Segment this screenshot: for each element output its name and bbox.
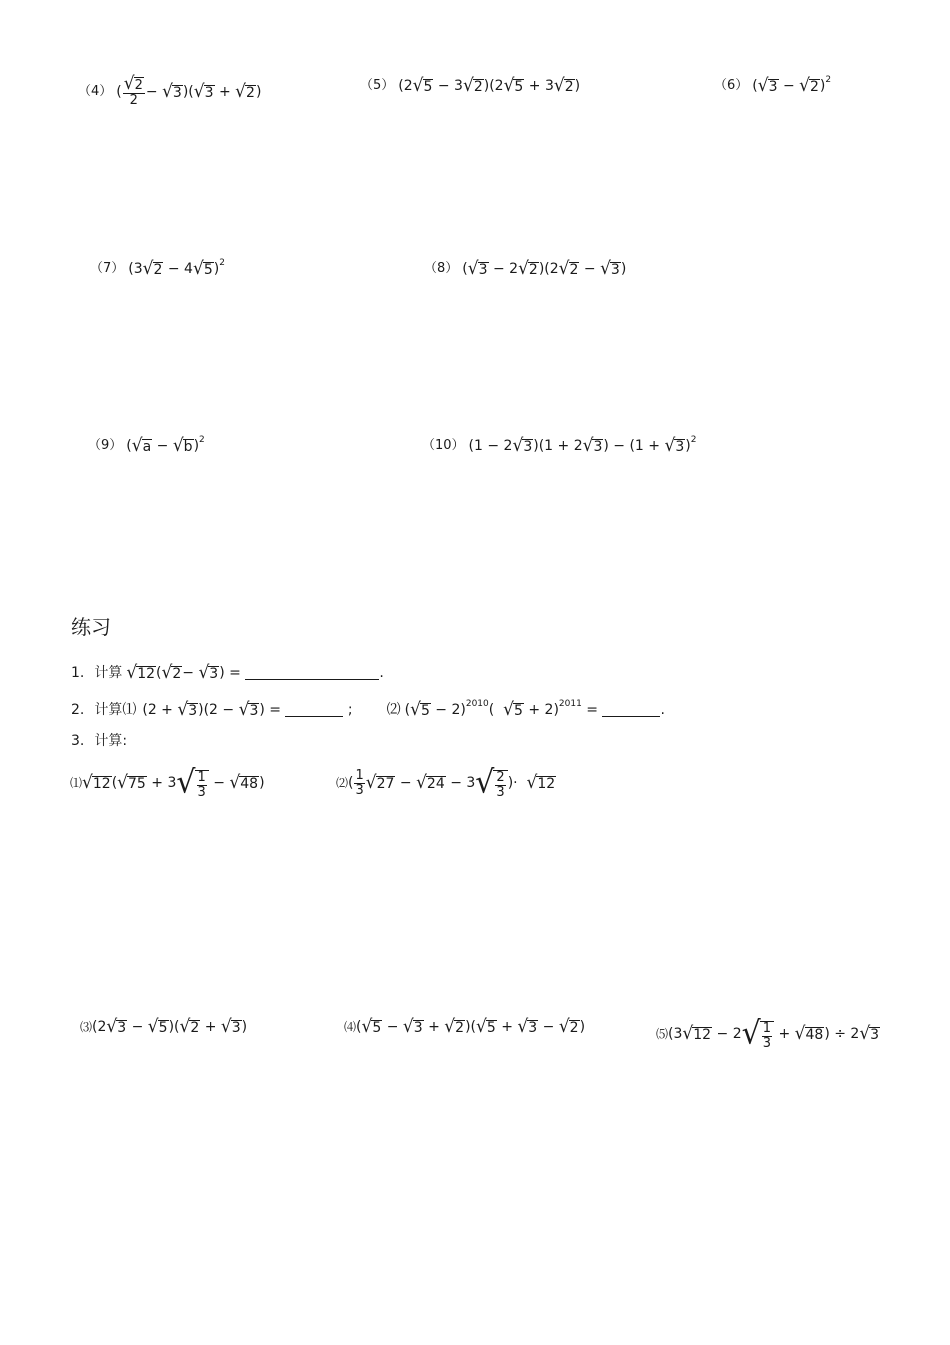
problem-7 [90, 259, 225, 279]
math-expression: (2 √ 5 − 3 √ 2 )(2 √ 5 + 3 √ 2 ) [398, 74, 581, 96]
subproblem-number: ⑴ [70, 776, 83, 790]
problem-number: （6） [714, 78, 749, 93]
math-expression: ( √ 3 − √ 2 ) $^2$ [752, 74, 832, 96]
question-number: 2. [71, 702, 85, 718]
problem-8 [424, 259, 626, 279]
subproblem-number: ⑷ [344, 1020, 357, 1034]
math-expression: ( $\frac{1}{3}$ √ 27 − √ 24 − 3 √ $\frac{2}{3}$ )· √ 12 [348, 764, 556, 801]
math-expression: (1 − 2 √ 3 )(1 + 2 √ 3 ) − (1 + √ 3 ) $^2$ [468, 434, 697, 456]
math-expression: ( √ 2 2 − √ 3 )( √ 3 + √ 2 ) [116, 73, 262, 108]
practice-subproblem-5 [656, 1017, 880, 1051]
problem-9 [88, 436, 205, 456]
problem-number: （9） [88, 438, 123, 453]
practice-subproblem-4 [344, 1017, 585, 1037]
question-part-2-label: ⑵ [386, 702, 401, 718]
practice-subproblem-2 [336, 766, 556, 800]
problem-number: （7） [90, 261, 125, 276]
problem-6 [714, 76, 831, 96]
subproblem-number: ⑸ [656, 1027, 669, 1041]
math-expression: √ 12 ( √ 75 + 3 √ $\frac{1}{3}$ − √ 48 ) [82, 764, 265, 801]
question-number: 3. [71, 733, 85, 749]
math-expression: √ 12 ( √ 2 − √ 3 ) = . [126, 661, 384, 683]
math-expression: ( √ a − √ b ) $^2$ [126, 434, 205, 456]
problem-number: （10） [422, 438, 465, 453]
practice-subproblem-1 [70, 766, 265, 800]
problem-number: （4） [78, 84, 113, 99]
math-expression: ( √ 5 − 2) $^{2010}$ ( √ 5 + 2) $^{2011}$ = . [404, 698, 665, 720]
answer-blank [285, 704, 343, 717]
math-expression: ( √ 5 − √ 3 + √ 2 )( √ 5 + √ 3 − √ 2 ) [356, 1015, 586, 1037]
subproblem-number: ⑶ [80, 1020, 93, 1034]
subproblem-number: ⑵ [336, 776, 349, 790]
practice-question-2 [71, 700, 665, 720]
question-label: 计算⑴ [94, 702, 137, 718]
math-expression: (2 √ 3 − √ 5 )( √ 2 + √ 3 ) [92, 1015, 248, 1037]
question-number: 1. [71, 665, 85, 681]
answer-blank [245, 667, 379, 680]
section-heading: 练习 [71, 615, 111, 639]
problem-number: （8） [424, 261, 459, 276]
problem-number: （5） [360, 78, 395, 93]
math-expression: (3 √ 2 − 4 √ 5 ) $^2$ [128, 257, 225, 279]
question-label: 计算 [94, 665, 123, 681]
answer-blank [602, 704, 660, 717]
problem-10 [422, 436, 696, 456]
math-expression: ( √ 3 − 2 √ 2 )(2 √ 2 − √ 3 ) [462, 257, 627, 279]
practice-subproblem-3 [80, 1017, 247, 1037]
math-expression: (3 √ 12 − 2 √ $\frac{1}{3}$ + √ 48 ) ÷ 2 √ 3 [668, 1015, 880, 1052]
question-label: 计算: [94, 733, 128, 749]
problem-5 [360, 76, 580, 96]
practice-question-3 [71, 731, 127, 751]
math-expression: (2 + √ 3 )(2 − √ 3 ) = ; [142, 698, 353, 720]
problem-4 [78, 73, 262, 108]
practice-question-1 [71, 663, 384, 683]
